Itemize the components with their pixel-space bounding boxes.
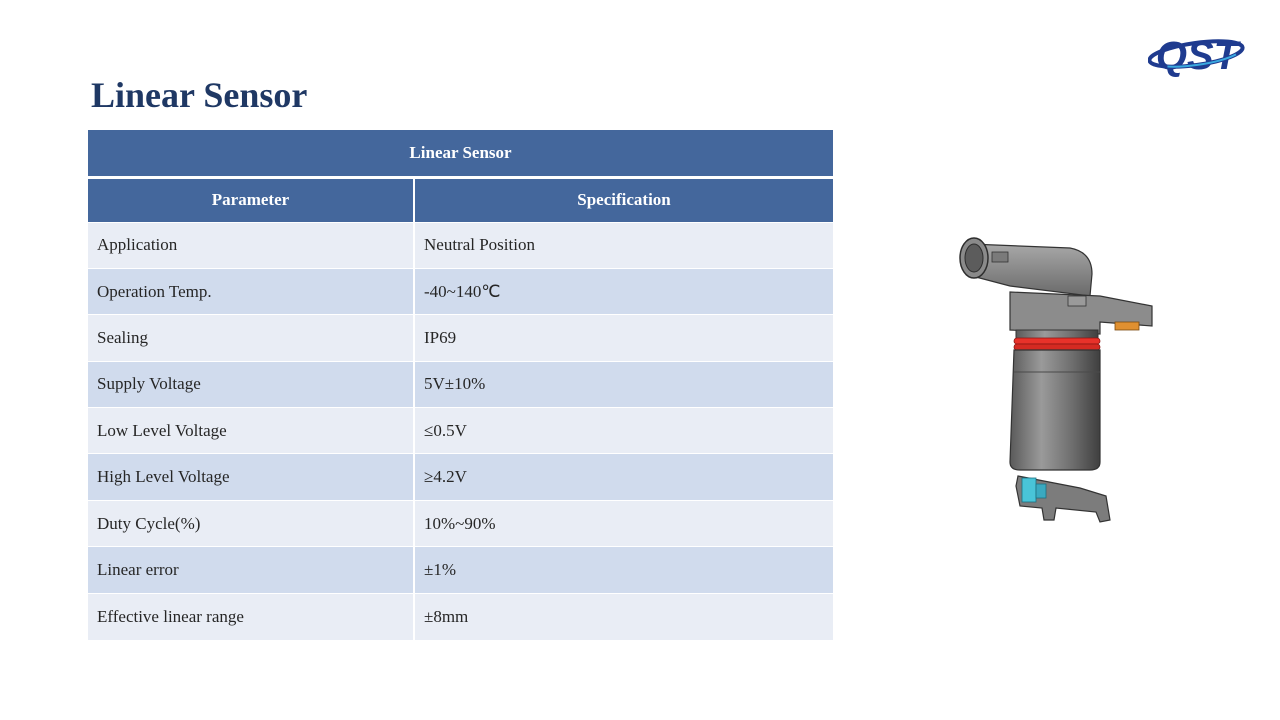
page-title: Linear Sensor [91, 75, 308, 115]
row-parameter: Low Level Voltage [88, 408, 414, 454]
table-row [88, 315, 833, 361]
row-specification: 10%~90% [414, 500, 833, 546]
row-specification: Neutral Position [414, 222, 833, 268]
row-parameter: Duty Cycle(%) [88, 500, 414, 546]
table-caption: Linear Sensor [88, 130, 833, 177]
row-specification: 5V±10% [414, 361, 833, 407]
row-specification: ≤0.5V [414, 408, 833, 454]
row-parameter: Linear error [88, 547, 414, 593]
row-parameter: Supply Voltage [88, 361, 414, 407]
table-row [88, 408, 833, 454]
table-row [88, 500, 833, 546]
table-row [88, 361, 833, 407]
header-specification: Specification [414, 177, 833, 222]
qst-logo [1148, 26, 1248, 84]
table-caption-row [88, 130, 833, 177]
table-row [88, 454, 833, 500]
table-row [88, 268, 833, 314]
spec-table [88, 130, 833, 640]
row-specification: -40~140℃ [414, 268, 833, 314]
logo-text: QST [1155, 34, 1239, 78]
row-parameter: Application [88, 222, 414, 268]
row-specification: IP69 [414, 315, 833, 361]
row-specification: ±8mm [414, 593, 833, 639]
row-parameter: Operation Temp. [88, 268, 414, 314]
row-parameter: High Level Voltage [88, 454, 414, 500]
header-parameter: Parameter [88, 177, 414, 222]
row-specification: ≥4.2V [414, 454, 833, 500]
row-parameter: Effective linear range [88, 593, 414, 639]
table-row [88, 547, 833, 593]
row-parameter: Sealing [88, 315, 414, 361]
table-row [88, 222, 833, 268]
row-specification: ±1% [414, 547, 833, 593]
table-row [88, 593, 833, 639]
linear-sensor-image [950, 226, 1160, 536]
table-header-row [88, 177, 833, 222]
